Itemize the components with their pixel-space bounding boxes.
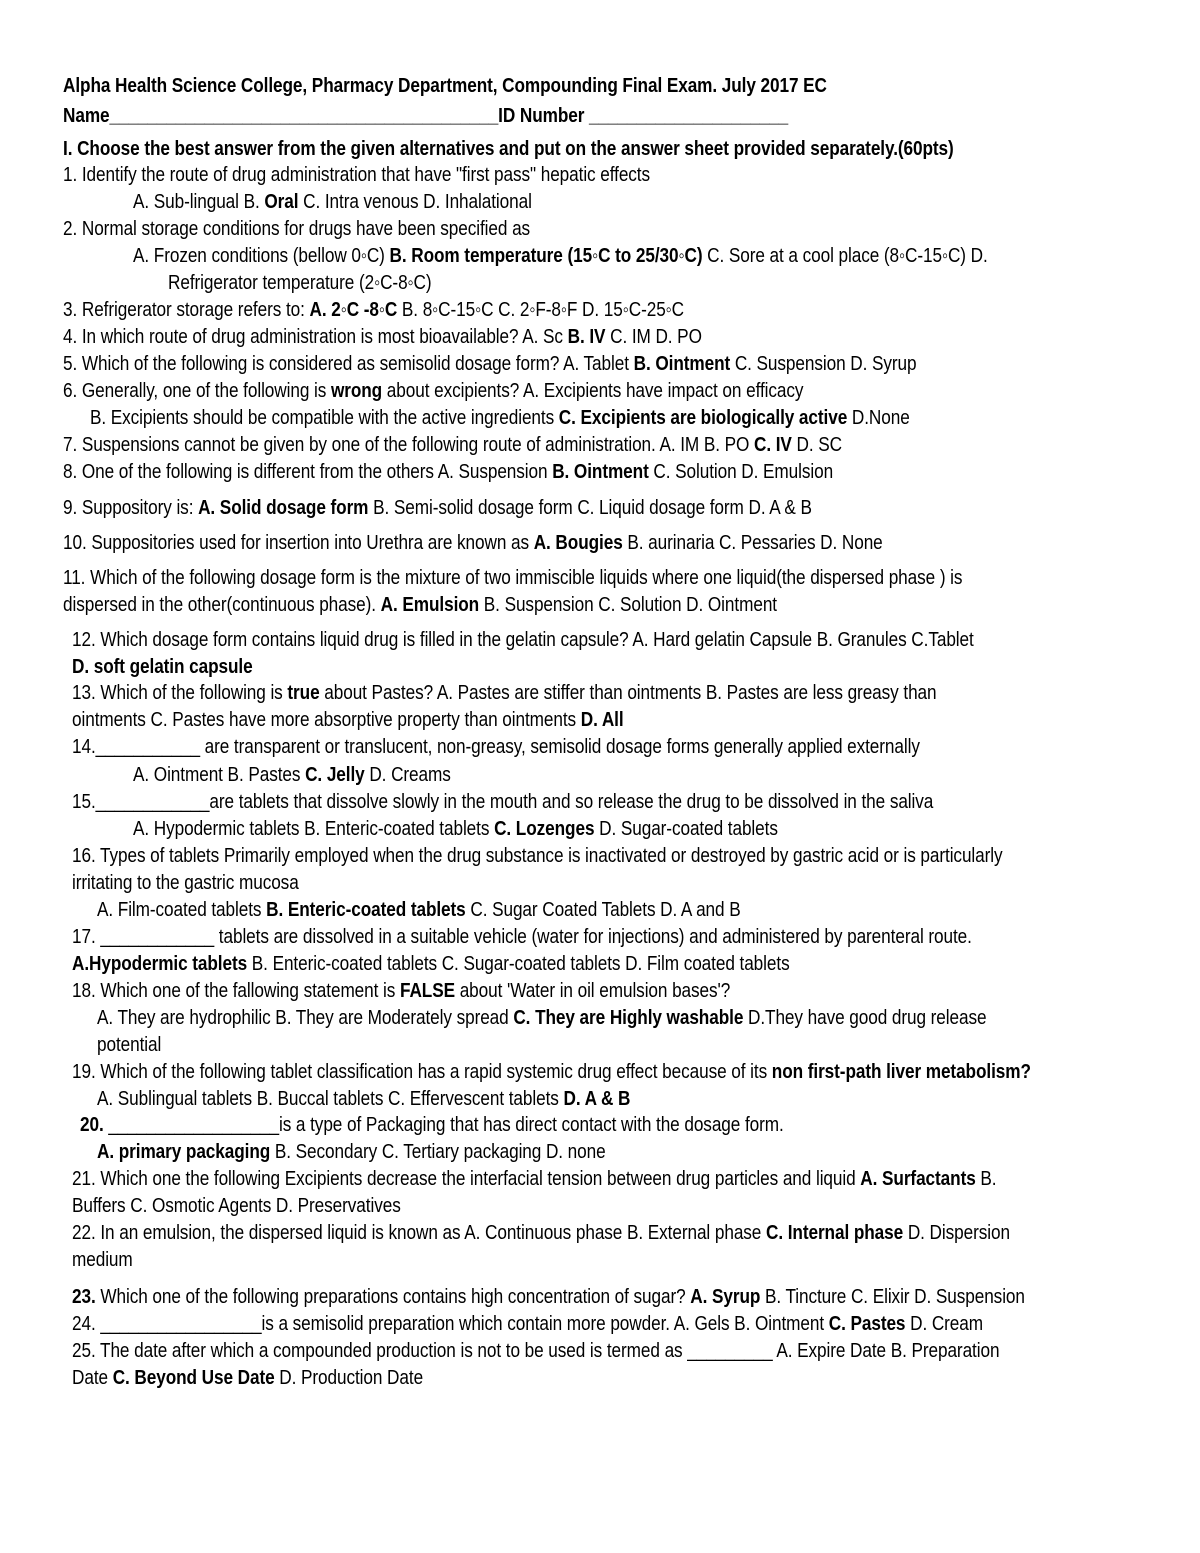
exam-line bbox=[72, 871, 299, 895]
exam-line bbox=[97, 1006, 986, 1030]
exam-line bbox=[72, 925, 972, 949]
question-text: Buffers C. Osmotic Agents D. Preservatives bbox=[72, 1195, 401, 1217]
answer-key-text: C. Excipients are biologically active bbox=[558, 407, 848, 429]
exam-line bbox=[97, 1087, 630, 1111]
exam-line bbox=[72, 708, 624, 732]
answer-key-text: B. Enteric-coated tablets bbox=[266, 899, 466, 921]
answer-key-text: FALSE bbox=[399, 980, 455, 1002]
question-text: B. Excipients should be compatible with the active ingredients bbox=[90, 407, 559, 429]
answer-key-text: A. Bougies bbox=[533, 532, 623, 554]
answer-key-text: C. Beyond Use Date bbox=[112, 1367, 275, 1389]
answer-key-text: A. 2◦C -8◦C bbox=[309, 299, 398, 321]
question-text: about excipients? A. Excipients have impact on efficacy bbox=[382, 380, 804, 402]
question-text: D.They have good drug release bbox=[743, 1007, 987, 1029]
question-text: 10. Suppositories used for insertion into Urethra are known as bbox=[63, 532, 534, 554]
exam-line bbox=[133, 190, 532, 214]
answer-key-text: C. They are Highly washable bbox=[513, 1007, 744, 1029]
question-text: Date bbox=[72, 1367, 113, 1389]
question-text: B. Enteric-coated tablets C. Sugar-coated tablets D. Film coated tablets bbox=[247, 953, 790, 975]
exam-line bbox=[72, 952, 790, 976]
exam-line bbox=[72, 1248, 133, 1272]
question-text: A. Frozen conditions (bellow 0◦C) bbox=[133, 245, 390, 267]
answer-key-text: D. A & B bbox=[563, 1088, 631, 1110]
question-text: D. Creams bbox=[364, 764, 451, 786]
question-text: 22. In an emulsion, the dispersed liquid is known as A. Continuous phase B. External phase bbox=[72, 1222, 766, 1244]
answer-key-text: B. Room temperature (15◦C to 25/30◦C) bbox=[389, 245, 703, 267]
question-text: B. bbox=[975, 1168, 997, 1190]
question-text: 18. Which one of the fallowing statement is bbox=[72, 980, 400, 1002]
question-text: 3. Refrigerator storage refers to: bbox=[63, 299, 310, 321]
answer-key-text: C. IV bbox=[754, 434, 792, 456]
exam-line bbox=[72, 1167, 996, 1191]
exam-line bbox=[63, 566, 962, 590]
question-text: 13. Which of the following is bbox=[72, 682, 288, 704]
question-text: irritating to the gastric mucosa bbox=[72, 872, 299, 894]
question-text: about 'Water in oil emulsion bases'? bbox=[454, 980, 731, 1002]
question-text: 9. Suppository is: bbox=[63, 497, 199, 519]
exam-line bbox=[72, 628, 974, 652]
answer-key-text: B. IV bbox=[567, 326, 606, 348]
exam-line bbox=[72, 1366, 423, 1390]
question-text: D. Sugar-coated tablets bbox=[594, 818, 778, 840]
question-text: ointments C. Pastes have more absorptive property than ointments bbox=[72, 709, 581, 731]
answer-key-text: D. soft gelatin capsule bbox=[72, 656, 253, 678]
question-text: about Pastes? A. Pastes are stiffer than ointments B. Pastes are less greasy than bbox=[319, 682, 937, 704]
exam-line bbox=[63, 531, 883, 555]
exam-line bbox=[97, 898, 741, 922]
exam-line bbox=[72, 844, 1003, 868]
answer-key-text: A. Surfactants bbox=[860, 1168, 976, 1190]
question-text: C. Intra venous D. Inhalational bbox=[298, 191, 532, 213]
question-text: 17. ____________ tablets are dissolved in a suitable vehicle (water for injections) and administered by parenteral route. bbox=[72, 926, 972, 948]
answer-key-text: A. Syrup bbox=[690, 1286, 761, 1308]
exam-line bbox=[63, 298, 684, 322]
answer-key-text: Oral bbox=[264, 191, 299, 213]
question-text: D. Production Date bbox=[274, 1367, 424, 1389]
exam-line bbox=[72, 681, 937, 705]
question-text: C. Sore at a cool place (8◦C-15◦C) D. bbox=[702, 245, 988, 267]
question-text: C. IM D. PO bbox=[605, 326, 702, 348]
exam-line bbox=[72, 735, 920, 759]
exam-title: Alpha Health Science College, Pharmacy Department, Compounding Final Exam. July 2017 EC bbox=[63, 75, 827, 97]
exam-line bbox=[133, 244, 988, 268]
question-text: 6. Generally, one of the following is bbox=[63, 380, 331, 402]
exam-line bbox=[72, 1312, 983, 1336]
answer-key-text: 20. bbox=[80, 1114, 104, 1136]
exam-line bbox=[63, 325, 702, 349]
exam-line bbox=[63, 163, 650, 187]
question-text: B. Tincture C. Elixir D. Suspension bbox=[760, 1286, 1025, 1308]
question-text: 4. In which route of drug administration is most bioavailable? A. Sc bbox=[63, 326, 568, 348]
question-text: 25. The date after which a compounded production is not to be used is termed as _________ A. Expire Date B. Preparation bbox=[72, 1340, 1000, 1362]
answer-key-text: C. Jelly bbox=[305, 764, 365, 786]
question-text: __________________is a type of Packaging that has direct contact with the dosage form. bbox=[103, 1114, 784, 1136]
exam-line bbox=[133, 817, 778, 841]
question-text: 19. Which of the following tablet classification has a rapid systemic drug effect because of its bbox=[72, 1061, 772, 1083]
question-text: 12. Which dosage form contains liquid drug is filled in the gelatin capsule? A. Hard gelatin Capsule B. Granules C.Tablet bbox=[72, 629, 974, 651]
answer-key-text: C. Lozenges bbox=[494, 818, 595, 840]
question-text: B. 8◦C-15◦C C. 2◦F-8◦F D. 15◦C-25◦C bbox=[397, 299, 685, 321]
answer-key-text: C. Pastes bbox=[828, 1313, 906, 1335]
answer-key-text: A. Solid dosage form bbox=[198, 497, 369, 519]
question-text: 14.___________ are transparent or translucent, non-greasy, semisolid dosage forms generally applied externally bbox=[72, 736, 920, 758]
question-text: Which one of the following preparations contains high concentration of sugar? bbox=[95, 1286, 691, 1308]
question-text: 11. Which of the following dosage form is the mixture of two immiscible liquids where one liquid(the dispersed phase ) is bbox=[63, 567, 963, 589]
exam-line bbox=[72, 1194, 401, 1218]
question-text: A. Sublingual tablets B. Buccal tablets C. Effervescent tablets bbox=[97, 1088, 564, 1110]
answer-key-text: A.Hypodermic tablets bbox=[72, 953, 248, 975]
answer-key-text: non first-path liver metabolism? bbox=[771, 1061, 1031, 1083]
exam-line bbox=[97, 1033, 161, 1057]
exam-line bbox=[80, 1113, 784, 1137]
answer-key-text: C. Internal phase bbox=[765, 1222, 904, 1244]
exam-line bbox=[63, 460, 833, 484]
answer-key-text: A. primary packaging bbox=[97, 1141, 271, 1163]
question-text: dispersed in the other(continuous phase). bbox=[63, 594, 381, 616]
exam-line bbox=[72, 979, 730, 1003]
question-text: B. Secondary C. Tertiary packaging D. none bbox=[270, 1141, 606, 1163]
exam-line bbox=[72, 1060, 1031, 1084]
question-text: A. Sub-lingual B. bbox=[133, 191, 265, 213]
question-text: A. Hypodermic tablets B. Enteric-coated tablets bbox=[133, 818, 495, 840]
name-id-line: Name_________________________________________ID Number _____________________ bbox=[63, 105, 789, 127]
exam-line bbox=[72, 790, 933, 814]
question-text: 7. Suspensions cannot be given by one of the following route of administration. A. IM B. PO bbox=[63, 434, 755, 456]
question-text: D. Cream bbox=[905, 1313, 984, 1335]
question-text: C. Sugar Coated Tablets D. A and B bbox=[465, 899, 741, 921]
answer-key-text: B. Ointment bbox=[552, 461, 649, 483]
exam-line bbox=[168, 271, 432, 295]
question-text: A. Film-coated tablets bbox=[97, 899, 267, 921]
exam-line bbox=[97, 1140, 606, 1164]
question-text: 1. Identify the route of drug administration that have "first pass" hepatic effects bbox=[63, 164, 651, 186]
answer-key-text: wrong bbox=[330, 380, 383, 402]
question-text: 2. Normal storage conditions for drugs have been specified as bbox=[63, 218, 531, 240]
question-text: 15.____________are tablets that dissolve slowly in the mouth and so release the drug to be dissolved in the saliva bbox=[72, 791, 934, 813]
question-text: B. Semi-solid dosage form C. Liquid dosage form D. A & B bbox=[368, 497, 812, 519]
question-text: D. Dispersion bbox=[903, 1222, 1010, 1244]
question-text: A. They are hydrophilic B. They are Moderately spread bbox=[97, 1007, 514, 1029]
exam-line bbox=[63, 433, 842, 457]
answer-key-text: 23. bbox=[72, 1286, 96, 1308]
exam-line bbox=[72, 1339, 999, 1363]
question-text: C. Solution D. Emulsion bbox=[648, 461, 834, 483]
exam-line bbox=[63, 593, 777, 617]
question-text: D.None bbox=[847, 407, 910, 429]
question-text: Refrigerator temperature (2◦C-8◦C) bbox=[168, 272, 432, 294]
question-text: C. Suspension D. Syrup bbox=[730, 353, 917, 375]
question-text: D. SC bbox=[791, 434, 842, 456]
exam-line bbox=[90, 406, 910, 430]
question-text: 8. One of the following is different from the others A. Suspension bbox=[63, 461, 553, 483]
question-text: potential bbox=[97, 1034, 162, 1056]
answer-key-text: true bbox=[287, 682, 320, 704]
answer-key-text: D. All bbox=[580, 709, 624, 731]
question-text: 21. Which one the following Excipients decrease the interfacial tension between drug particles and liquid bbox=[72, 1168, 861, 1190]
answer-key-text: B. Ointment bbox=[633, 353, 731, 375]
question-text: medium bbox=[72, 1249, 133, 1271]
exam-line bbox=[133, 763, 451, 787]
question-text: 16. Types of tablets Primarily employed when the drug substance is inactivated or destroyed by gastric acid or is particularly bbox=[72, 845, 1003, 867]
exam-line bbox=[63, 217, 530, 241]
answer-key-text: A. Emulsion bbox=[380, 594, 480, 616]
exam-line bbox=[63, 496, 812, 520]
exam-line bbox=[63, 379, 803, 403]
exam-line bbox=[72, 1221, 1010, 1245]
section-instruction: I. Choose the best answer from the given alternatives and put on the answer sheet provided separately.(60pts) bbox=[63, 138, 954, 160]
question-text: 24. _________________is a semisolid preparation which contain more powder. A. Gels B. Ointment bbox=[72, 1313, 829, 1335]
question-text: B. Suspension C. Solution D. Ointment bbox=[479, 594, 778, 616]
question-text: 5. Which of the following is considered as semisolid dosage form? A. Tablet bbox=[63, 353, 634, 375]
exam-line bbox=[72, 655, 253, 679]
exam-line bbox=[63, 352, 916, 376]
question-text: A. Ointment B. Pastes bbox=[133, 764, 306, 786]
exam-line bbox=[72, 1285, 1025, 1309]
question-text: B. aurinaria C. Pessaries D. None bbox=[622, 532, 883, 554]
